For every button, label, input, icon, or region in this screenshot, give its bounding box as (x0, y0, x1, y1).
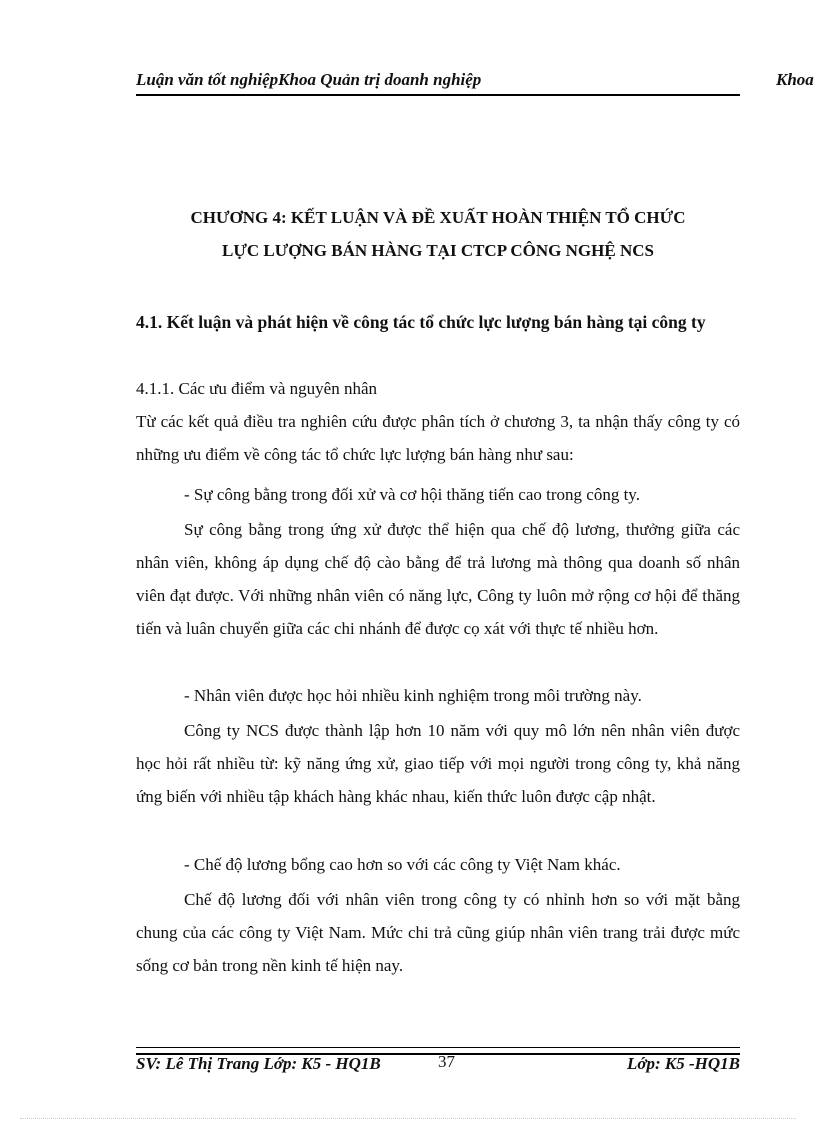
section-heading: 4.1. Kết luận và phát hiện về công tác tổ chức lực lượng bán hàng tại công ty (136, 312, 706, 332)
point-1: - Sự công bằng trong đối xử và cơ hội thăng tiến cao trong công ty. (184, 485, 640, 504)
paragraph-2: Công ty NCS được thành lập hơn 10 năm với quy mô lớn nên nhân viên được học hỏi rất nhiều từ: kỹ năng ứng xử, giao tiếp với mọi người trong công ty, khả năng ứng biến với nhiều tập khách hàng khác nhau, kiến thức luôn được cập nhật. (136, 721, 740, 806)
paragraph-1: Sự công bằng trong ứng xử được thể hiện qua chế độ lương, thưởng giữa các nhân viên, không áp dụng chế độ cào bằng để trả lương mà thông qua doanh số nhân viên đạt được. Với những nhân viên có năng lực, Công ty luôn mở rộng cơ hội để thăng tiến và luân chuyển giữa các chi nhánh để được cọ xát với thực tế nhiều hơn. (136, 520, 740, 638)
intro-paragraph: Từ các kết quả điều tra nghiên cứu được phân tích ở chương 3, ta nhận thấy công ty có những ưu điểm về công tác tổ chức lực lượng bán hàng như sau: (136, 412, 740, 464)
page-header (136, 70, 814, 96)
point-3: - Chế độ lương bổng cao hơn so với các công ty Việt Nam khác. (184, 855, 621, 874)
chapter-title-line-2: LỰC LƯỢNG BÁN HÀNG TẠI CTCP CÔNG NGHỆ NCS (222, 241, 654, 260)
page-number: 37 (438, 1052, 455, 1071)
page-bottom-divider (20, 1118, 796, 1119)
chapter-title-line-1: CHƯƠNG 4: KẾT LUẬN VÀ ĐỀ XUẤT HOÀN THIỆN TỔ CHỨC (190, 208, 686, 227)
footer-left-text: SV: Lê Thị Trang Lớp: K5 - HQ1B (136, 1054, 381, 1073)
chapter-title (136, 201, 740, 267)
paragraph-3: Chế độ lương đối với nhân viên trong công ty có nhỉnh hơn so với mặt bằng chung của các công ty Việt Nam. Mức chi trả cũng giúp nhân viên trang trải được mức sống cơ bản trong nền kinh tế hiện nay. (136, 890, 740, 975)
header-left-text: Luận văn tốt nghiệpKhoa Quản trị doanh nghiệp (136, 70, 482, 89)
point-2: - Nhân viên được học hỏi nhiều kinh nghiệm trong môi trường này. (184, 686, 642, 705)
subsection-heading: 4.1.1. Các ưu điểm và nguyên nhân (136, 379, 378, 398)
footer-right-text: Lớp: K5 -HQ1B (626, 1054, 740, 1073)
header-right-text: Khoa (776, 70, 814, 89)
